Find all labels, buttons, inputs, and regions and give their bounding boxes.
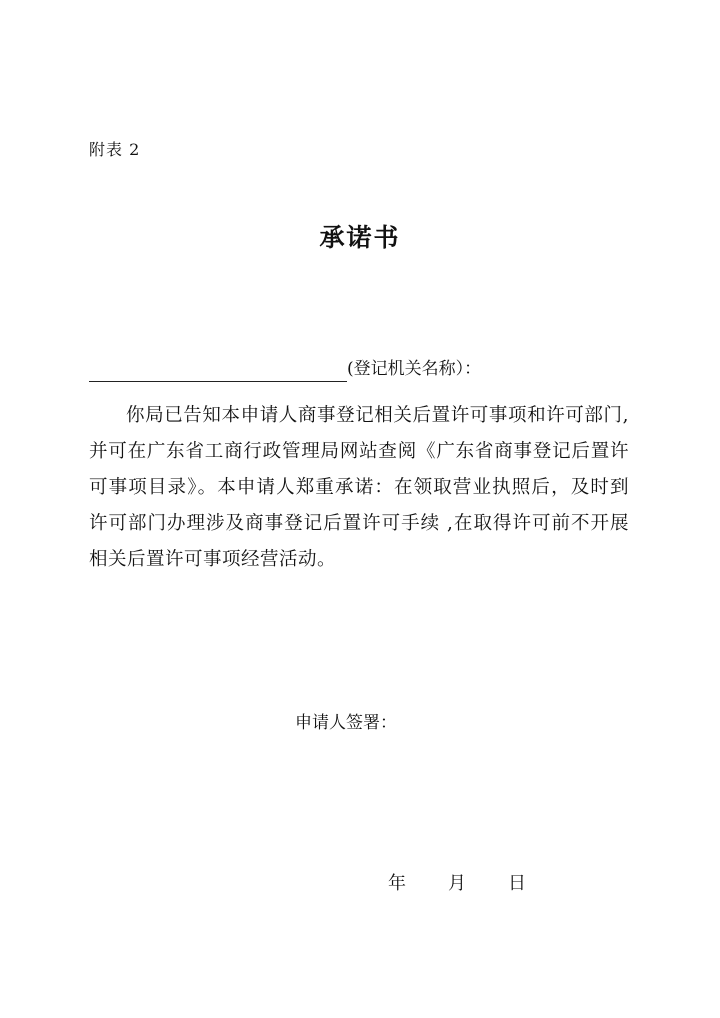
addressee-suffix: (登记机关名称）： [347, 359, 482, 379]
date-year-label: 年 [388, 873, 406, 894]
attachment-label: 附表 2 [89, 140, 141, 159]
addressee-blank-line [89, 381, 347, 382]
date-row [388, 869, 526, 895]
addressee-block [89, 352, 629, 384]
commitment-paragraph: 你局已告知本申请人商事登记相关后置许可事项和许可部门,并可在广东省工商行政管理局网站查阅《广东省商事登记后置许可事项目录》。本申请人郑重承诺：在领取营业执照后，及时到许可部门办理涉及商事登记后置许可手续 ,在取得许可前不开展相关后置许可事项经营活动。 [89, 405, 629, 570]
page-title: 承诺书 [319, 223, 401, 252]
date-day-label: 日 [508, 873, 526, 894]
signature-label: 申请人签署： [295, 713, 397, 733]
date-month-label: 月 [448, 873, 466, 894]
